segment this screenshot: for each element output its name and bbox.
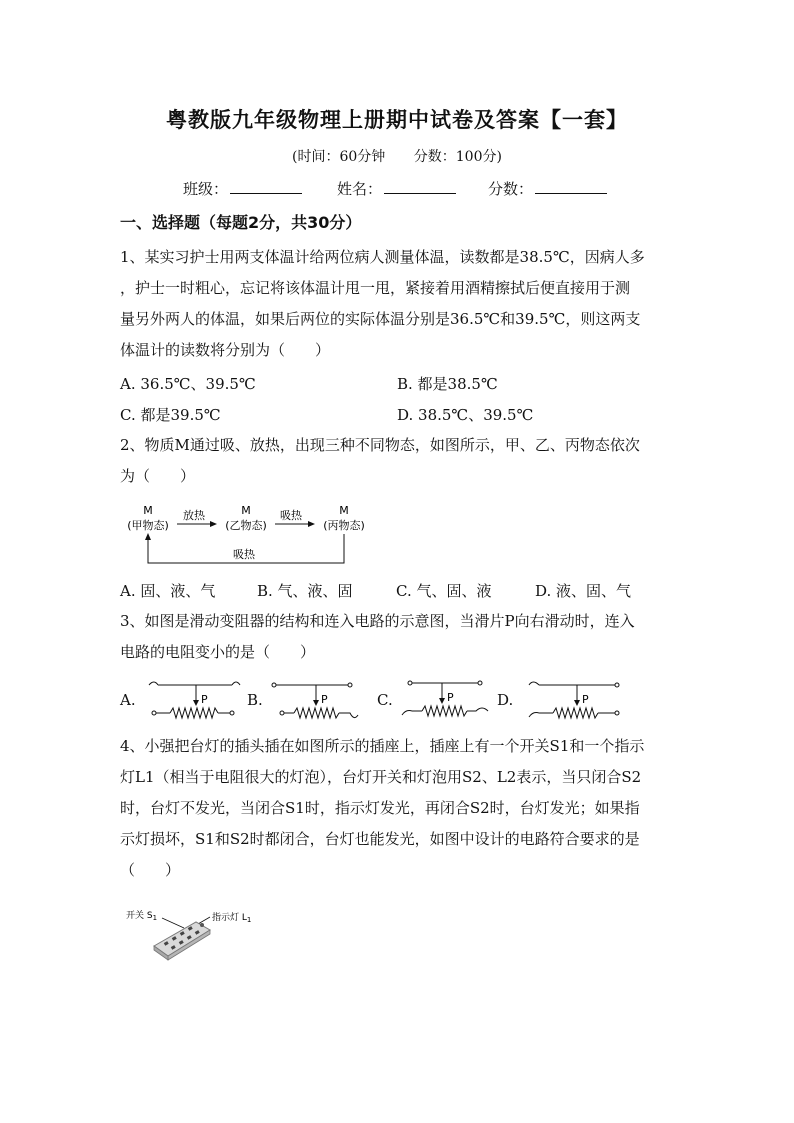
slider-p-label: P xyxy=(201,693,208,706)
q3-option-d[interactable]: D. xyxy=(497,691,514,709)
q1-line: 1、某实习护士用两支体温计给两位病人测量体温，读数都是38.5℃，因病人多 xyxy=(120,248,645,266)
name-label: 姓名： xyxy=(337,180,383,198)
q1-option-a[interactable]: A. 36.5℃、39.5℃ xyxy=(120,375,256,393)
q4-line: 灯L1（相当于电阻很大的灯泡），台灯开关和灯泡用S2、L2表示，当只闭合S2 xyxy=(120,768,642,786)
question-2 xyxy=(120,430,640,492)
indicator-lamp-icon xyxy=(200,923,204,927)
diagram-arrow-label-1: 放热 xyxy=(183,509,205,522)
q1-option-c[interactable]: C. 都是39.5℃ xyxy=(120,406,221,424)
lamp-label: 指示灯 $L_1$ xyxy=(212,913,252,924)
rheostat-figure-a[interactable] xyxy=(146,675,242,723)
state-change-diagram xyxy=(115,500,375,570)
section-heading: 一、选择题（每题2分，共30分） xyxy=(120,213,362,232)
q3-option-b[interactable]: B. xyxy=(247,691,263,709)
q3-option-a[interactable]: A. xyxy=(120,691,136,709)
question-3 xyxy=(120,606,635,668)
q1-option-d[interactable]: D. 38.5℃、39.5℃ xyxy=(397,406,534,424)
diagram-arrow-label-3: 吸热 xyxy=(233,548,255,561)
slider-p-label: P xyxy=(321,693,328,706)
q2-option-d[interactable]: D. 液、固、气 xyxy=(535,582,632,600)
q4-line: （ ） xyxy=(120,861,181,879)
rheostat-figure-b[interactable] xyxy=(268,675,364,723)
question-4 xyxy=(120,731,644,886)
diagram-m3: M xyxy=(339,504,349,517)
q2-option-c[interactable]: C. 气、固、液 xyxy=(396,582,492,600)
q2-line: 为（ ） xyxy=(120,467,196,485)
q1-line: ，护士一时粗心，忘记将该体温计甩一甩，紧接着用酒精擦拭后便直接用于测 xyxy=(120,279,631,297)
exam-subtitle xyxy=(0,146,794,166)
diagram-state-3: (丙物态) xyxy=(323,519,365,532)
q2-option-b[interactable]: B. 气、液、固 xyxy=(257,582,353,600)
question-1 xyxy=(120,242,645,366)
rheostat-figure-c[interactable] xyxy=(398,675,494,723)
time-info: (时间：60分钟 xyxy=(292,149,386,165)
score-info: 分数：100分) xyxy=(413,149,502,165)
q1-line: 量另外两人的体温，如果后两位的实际体温分别是36.5℃和39.5℃，则这两支 xyxy=(120,310,641,328)
diagram-state-2: (乙物态) xyxy=(225,519,267,532)
q1-line: 体温计的读数将分别为（ ） xyxy=(120,341,331,359)
diagram-m2: M xyxy=(241,504,251,517)
power-strip-figure xyxy=(124,906,264,966)
switch-label: 开关 $S_1$ xyxy=(126,911,158,922)
q4-line: 4、小强把台灯的插头插在如图所示的插座上，插座上有一个开关S1和一个指示 xyxy=(120,737,645,755)
q4-line: 示灯损坏，S1和S2时都闭合，台灯也能发光，如图中设计的电路符合要求的是 xyxy=(120,830,640,848)
class-label: 班级： xyxy=(183,180,229,198)
diagram-state-1: (甲物态) xyxy=(127,519,169,532)
score-label: 分数： xyxy=(488,180,534,198)
q2-line: 2、物质M通过吸、放热，出现三种不同物态，如图所示，甲、乙、丙物态依次 xyxy=(120,436,640,454)
q3-line: 3、如图是滑动变阻器的结构和连入电路的示意图，当滑片P向右滑动时，连入 xyxy=(120,612,635,630)
diagram-arrow-label-2: 吸热 xyxy=(280,509,302,522)
q2-option-a[interactable]: A. 固、液、气 xyxy=(120,582,216,600)
q1-option-b[interactable]: B. 都是38.5℃ xyxy=(397,375,498,393)
q3-option-c[interactable]: C. xyxy=(377,691,393,709)
q3-line: 电路的电阻变小的是（ ） xyxy=(120,643,316,661)
page-title: 粤教版九年级物理上册期中试卷及答案【一套】 xyxy=(166,108,628,132)
class-blank[interactable] xyxy=(230,179,302,194)
score-blank[interactable] xyxy=(535,179,607,194)
q4-line: 时，台灯不发光，当闭合S1时，指示灯发光，再闭合S2时，台灯发光；如果指 xyxy=(120,799,640,817)
slider-p-label: P xyxy=(582,693,589,706)
name-field xyxy=(337,178,456,199)
score-field xyxy=(488,178,607,199)
diagram-m1: M xyxy=(143,504,153,517)
rheostat-figure-d[interactable] xyxy=(525,675,625,723)
class-field xyxy=(183,178,302,199)
slider-p-label: P xyxy=(447,691,454,704)
name-blank[interactable] xyxy=(384,179,456,194)
